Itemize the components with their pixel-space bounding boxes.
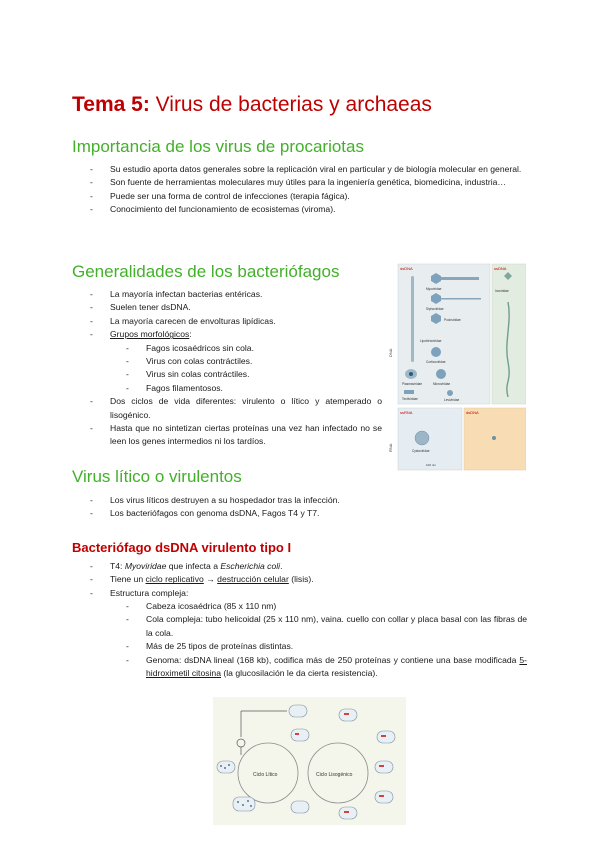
list-virus-litico [72, 494, 527, 521]
filament-shape [411, 276, 414, 362]
list-item: - Conocimiento del funcionamiento de ecosistemas (viroma). [72, 203, 527, 216]
fig-label-ino: Inoviridae [495, 289, 509, 293]
fig-label-dsdna: dsDNA [400, 266, 413, 271]
list-item: - La mayoría carecen de envolturas lipídicas. [72, 315, 382, 328]
list-item: - Dos ciclos de vida diferentes: virulento o lítico y atemperado o lisogénico. [72, 395, 382, 422]
fig-label-sipho: Siphoviridae [426, 307, 444, 311]
list-item: - La mayoría infectan bacterias entéricas. [72, 288, 382, 301]
sub-list-item: - Fagos icosaédricos sin cola. [72, 342, 382, 355]
fig-label-lipo: Lipothrixviridae [420, 339, 442, 343]
fig-label-cysto: Cystoviridae [412, 449, 430, 453]
lytic-cycle-label: Ciclo Lítico [253, 772, 278, 778]
fig-label-plasma: Plasmaviridae [402, 382, 423, 386]
fig-scale: 100 nm [426, 463, 437, 467]
sub-list-item: - Virus con colas contráctiles. [72, 355, 382, 368]
grupos-label: Grupos morfológicos [110, 329, 190, 340]
list-item: - Suelen tener dsDNA. [72, 301, 382, 314]
list-item: - Su estudio aporta datos generales sobre la replicación viral en particular y de biología molecular en general. [72, 163, 527, 176]
corticovirus-shape [431, 347, 441, 357]
fig-label-ssrna: ssRNA [400, 410, 413, 415]
list-bacteriofago [72, 560, 527, 600]
phage-morphology-figure [386, 262, 526, 472]
lytic-lysogenic-cycle-figure [213, 697, 406, 825]
sub-list-item-genoma: - Genoma: dsDNA lineal (168 kb), codifica más de 250 proteínas y contiene una base modificada 5-hidroximetil citosina (la glucosilación le da cierta resistencia). [72, 654, 527, 681]
lysogenic-cycle-label: Ciclo Lisogénico [316, 772, 353, 778]
list-item: - Los bacteriófagos con genoma dsDNA, Fagos T4 y T7. [72, 507, 527, 520]
levivirus-rna-shape [492, 436, 496, 440]
list-item-grupos: - Grupos morfológicos: [72, 328, 382, 341]
list-item: - Hasta que no sintetizan ciertas proteínas una vez han infectado no se leen los genes intermedios ni los tardíos. [72, 422, 382, 449]
fig-label-podo: Podoviridae [444, 318, 461, 322]
fig-axis-rna: RNA [388, 443, 393, 452]
fig-label-ssdna: ssDNA [494, 266, 507, 271]
list-importancia [72, 163, 527, 217]
sub-list-item: - Virus sin colas contráctiles. [72, 368, 382, 381]
sub-list-item: - Más de 25 tipos de proteínas distintas. [72, 640, 527, 653]
list-item-t4: - T4: Myoviridae que infecta a Escherichia coli. [72, 560, 527, 573]
list-item-ciclo: - Tiene un ciclo replicativo → destrucción celular (lisis). [72, 573, 527, 586]
page-title [72, 92, 432, 118]
fig-label-myo: Myoviridae [426, 287, 442, 291]
fig-label-cortico: Corticoviridae [426, 360, 446, 364]
fig-label-levi: Leviviridae [444, 398, 460, 402]
heading-generalidades: Generalidades de los bacteriófagos [72, 262, 340, 281]
title-number: Tema 5: [72, 93, 150, 116]
list-item: - Puede ser una forma de control de infecciones (terapia fágica). [72, 190, 527, 203]
heading-bacteriofago-t4: Bacteriófago dsDNA virulento tipo I [72, 540, 292, 555]
heading-virus-litico: Virus lítico o virulentos [72, 467, 242, 486]
list-generalidades [72, 288, 382, 449]
fig-label-dsdna-rna: dsDNA [466, 410, 479, 415]
title-text: Virus de bacterias y archaeas [149, 93, 432, 116]
cystovirus-shape [415, 431, 429, 445]
list-item: - Los virus líticos destruyen a su hospedador tras la infección. [72, 494, 527, 507]
list-item: - Son fuente de herramientas moleculares muy útiles para la ingeniería genética, biomedicina, industria… [72, 176, 527, 189]
sub-list-item: - Cabeza icosaédrica (85 x 110 nm) [72, 600, 527, 613]
sub-list-item: - Cola compleja: tubo helicoidal (25 x 110 nm), vaina. cuello con collar y placa basal con las fibras de la cola. [72, 613, 527, 640]
sub-list-item: - Fagos filamentosos. [72, 382, 382, 395]
fig-label-micro: Microviridae [433, 382, 451, 386]
heading-importancia: Importancia de los virus de procariotas [72, 137, 364, 156]
fig-label-tecti: Tectiviridae [402, 397, 418, 401]
list-item: - Estructura compleja: [72, 587, 527, 600]
fig-axis-dna: DNA [388, 348, 393, 357]
sub-list-estructura [72, 600, 527, 680]
